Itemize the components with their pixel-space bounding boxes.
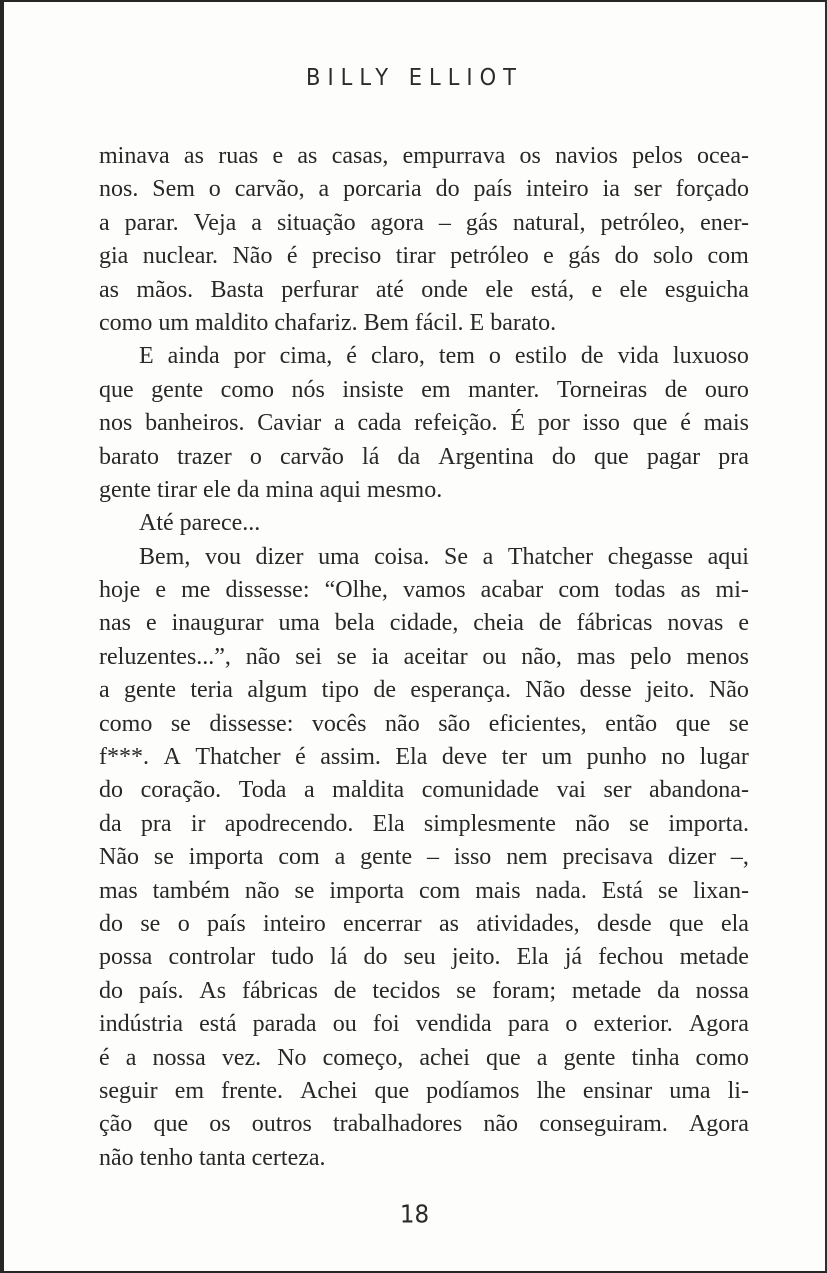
text-line-p2-l5: gente tirar ele da mina aqui mesmo. (99, 476, 443, 503)
text-line-p1-l2: nos. Sem o carvão, a porcaria do país inteiro ia ser forçado (99, 176, 749, 203)
text-line-p4-l10: Não se importa com a gente – isso nem precisava dizer –, (99, 844, 749, 871)
text-line-p4-l8: do coração. Toda a maldita comunidade vai ser abandona- (99, 777, 749, 804)
text-line-p4-l14: do país. As fábricas de tecidos se foram; metade da nossa (99, 977, 749, 1004)
text-line-p2-l3: nos banheiros. Caviar a cada refeição. É por isso que é mais (99, 410, 749, 437)
text-line-p4-l12: do se o país inteiro encerrar as atividades, desde que ela (99, 910, 749, 937)
text-line-p4-l6: como se dissesse: vocês não são eficientes, então que se (99, 710, 749, 737)
running-header: BILLY ELLIOT (306, 63, 523, 91)
text-line-p4-l13: possa controlar tudo lá do seu jeito. Ela já fechou metade (99, 944, 749, 971)
text-line-p4-l18: ção que os outros trabalhadores não conseguiram. Agora (99, 1111, 749, 1138)
text-line-p2-l2: que gente como nós insiste em manter. Torneiras de ouro (99, 376, 749, 403)
text-line-p1-l4: gia nuclear. Não é preciso tirar petróleo e gás do solo com (99, 243, 749, 270)
text-line-p1-l6: como um maldito chafariz. Bem fácil. E barato. (99, 309, 557, 336)
text-line-p4-l7: f***. A Thatcher é assim. Ela deve ter um punho no lugar (99, 744, 749, 771)
text-line-p4-l5: a gente teria algum tipo de esperança. Não desse jeito. Não (99, 677, 749, 704)
text-line-p4-l2: hoje e me dissesse: “Olhe, vamos acabar com todas as mi- (99, 577, 749, 604)
text-line-p4-l1: Bem, vou dizer uma coisa. Se a Thatcher chegasse aqui (139, 543, 749, 570)
text-line-p4-l15: indústria está parada ou foi vendida para o exterior. Agora (99, 1011, 749, 1038)
text-line-p4-l3: nas e inaugurar uma bela cidade, cheia de fábricas novas e (99, 610, 749, 637)
page-number: 18 (399, 1200, 430, 1230)
text-block (99, 140, 749, 1175)
text-line-p1-l3: a parar. Veja a situação agora – gás natural, petróleo, ener- (99, 209, 749, 236)
text-line-p4-l19: não tenho tanta certeza. (99, 1144, 326, 1171)
text-line-p4-l4: reluzentes...”, não sei se ia aceitar ou não, mas pelo menos (99, 643, 749, 670)
text-line-p1-l1: minava as ruas e as casas, empurrava os navios pelos ocea- (99, 143, 749, 169)
text-line-p2-l1: E ainda por cima, é claro, tem o estilo de vida luxuoso (139, 343, 749, 370)
text-line-p3-l1: Até parece... (139, 510, 261, 537)
text-line-p4-l9: da pra ir apodrecendo. Ela simplesmente não se importa. (99, 810, 749, 837)
text-line-p4-l11: mas também não se importa com mais nada. Está se lixan- (99, 877, 749, 904)
text-line-p4-l16: é a nossa vez. No começo, achei que a gente tinha como (99, 1044, 749, 1071)
text-line-p2-l4: barato trazer o carvão lá da Argentina do que pagar pra (99, 443, 749, 470)
text-line-p1-l5: as mãos. Basta perfurar até onde ele está, e ele esguicha (99, 276, 749, 303)
text-line-p4-l17: seguir em frente. Achei que podíamos lhe ensinar uma li- (99, 1077, 749, 1104)
